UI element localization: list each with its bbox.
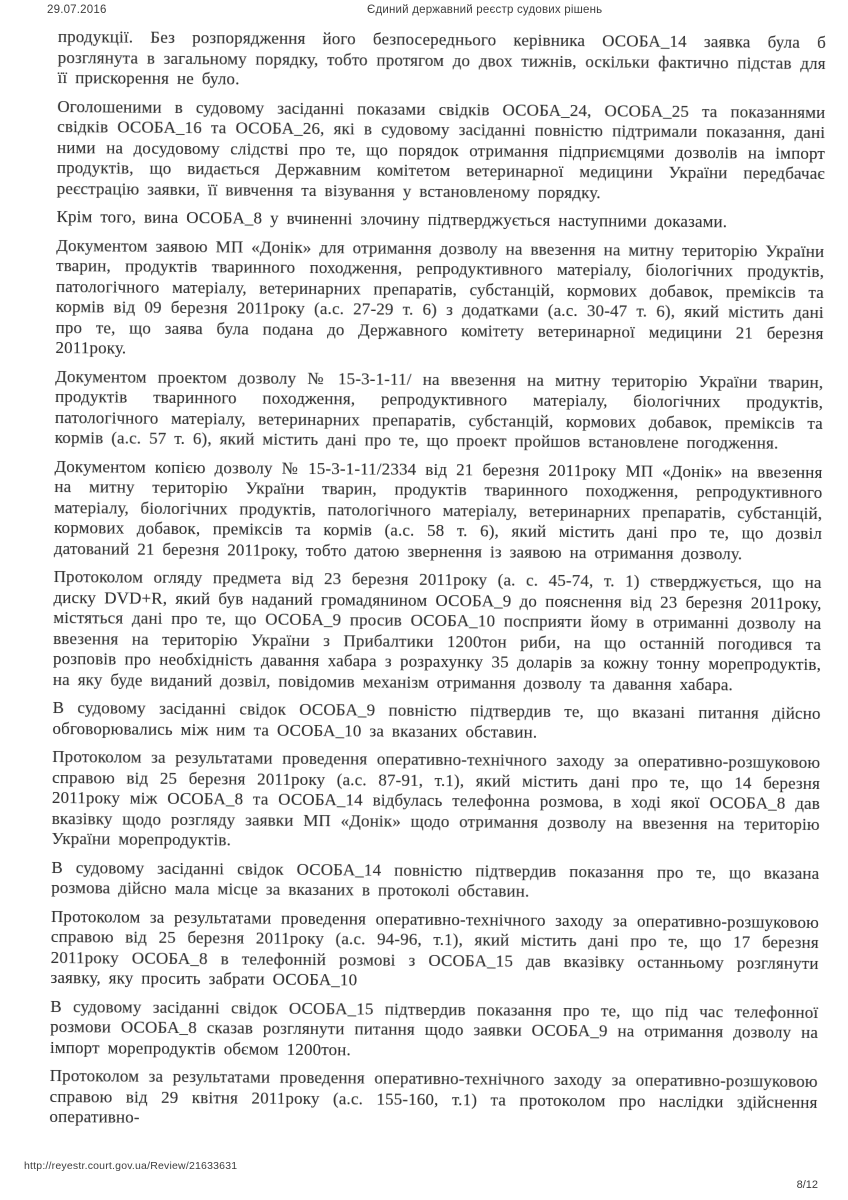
document-body — [49, 27, 826, 1133]
paragraph: В судовому засіданні свідок ОСОБА_14 повністю підтвердив показання про те, що вказана розмова дійсно мала місце за вказаних в протоколі обставин. — [51, 857, 820, 901]
print-header-title: Єдиний державний реєстр судових рішень — [367, 4, 603, 16]
paragraph: Документом копією дозволу № 15-3-1-11/2334 від 21 березня 2011року МП «Донік» на ввезення на митну територію України тварин, продуктів тваринного походження, репродуктивного матеріалу, біологічних продуктів, патологічного матеріалу, ветеринарних препаратів, субстанцій, кормових добавок, преміксів та кормів (а.с. 58 т. 6), який містить дані про те, що дозвіл датований 21 березня 2011року, тобто датою звернення із заявою на отримання дозволу. — [53, 456, 823, 563]
paragraph: Протоколом за результатами проведення оперативно-технічного заходу за оперативно-розшуковою справою від 25 березня 2011року (а.с. 87-91, т.1), який містить дані про те, що 14 березня 2011року між ОСОБА_8 та ОСОБА_14 відбулась телефонна розмова, в ході якої ОСОБА_8 дав вказівку щодо розгляду заявки МП «Донік» щодо отримання дозволу на ввезення на територію України морепродуктів. — [51, 746, 821, 850]
paragraph: Протоколом за результатами проведення оперативно-технічного заходу за оперативно-розшуковою справою від 29 квітня 2011року (а.с. 155-160, т.1) та протоколом про наслідки здійснення оперативно- — [49, 1065, 818, 1127]
paragraph: В судовому засіданні свідок ОСОБА_9 повністю підтвердив те, що вказані питання дійсно обговорювались між ним та ОСОБА_10 за вказаних обставин. — [52, 697, 821, 742]
paragraph: Документом заявою МП «Донік» для отримання дозволу на ввезення на митну територію України тварин, продуктів тваринного походження, репродуктивного матеріалу, біологічних продуктів, патологічного матеріалу, ветеринарних препаратів, субстанцій, кормових добавок, преміксів та кормів від 09 березня 2011року (а.с. 27-29 т. 6) з додатками (а.с. 30-47 т. 6), який містить дані про те, що заява була подана до Державного комітету ветеринарної медицини 21 березня 2011року. — [55, 235, 825, 358]
paragraph: Протоколом огляду предмета від 23 березня 2011року (а. с. 45-74, т. 1) стверджується, що на диску DVD+R, який був наданий громадянином ОСОБА_9 до пояснення від 23 березня 2011року, містяться дані про те, що ОСОБА_9 просив ОСОБА_10 посприяти йому в отриманні дозволу на ввезення на територію України з Прибалтики 1200тон риби, на що останній погодився та розповів про необхідність давання хабара з розрахунку 35 доларів за кожну тонну морепродуктів, на яку буде виданий дозвіл, повідомив механізм отримання дозволу та давання хабара. — [52, 566, 822, 694]
paragraph: В судовому засіданні свідок ОСОБА_15 підтвердив показання про те, що під час телефонної розмови ОСОБА_8 сказав розглянути питання щодо заявки ОСОБА_9 на отримання дозволу на імпорт морепродуктів обємом 1200тон. — [49, 996, 819, 1059]
paragraph: Протоколом за результатами проведення оперативно-технічного заходу за оперативно-розшуковою справою від 25 березня 2011року (а.с. 94-96, т.1), який містить дані про те, що 17 березня 2011року ОСОБА_8 в телефонній розмові з ОСОБА_15 дав вказівку останньому розглянути заявку, яку просить забрати ОСОБА_10 — [50, 906, 820, 990]
source-url: http://reyestr.court.gov.ua/Review/21633631 — [24, 1160, 238, 1172]
paragraph: Документом проектом дозволу № 15-3-1-11/ на ввезення на митну територію України тварин, продуктів тваринного походження, репродуктивного матеріалу, біологічних продуктів, патологічного матеріалу, ветеринарних препаратів, субстанцій, кормових добавок, преміксів та кормів (а.с. 57 т. 6), який містить дані про те, що проект пройшов встановлене погодження. — [54, 366, 824, 453]
paragraph: Оголошеними в судовому засіданні показами свідків ОСОБА_24, ОСОБА_25 та показаннями свідків ОСОБА_16 та ОСОБА_26, які в судовому засіданні повністю підтримали показання, дані ними на досудовому слідстві про те, що порядок отримання підприємцями дозволів на імпорт продуктів, що видається Державним комітетом ветеринарної медицини України передбачає реєстрацію заявки, її вивчення та візування у встановленому порядку. — [56, 96, 826, 202]
paragraph: продукції. Без розпорядження його безпосереднього керівника ОСОБА_14 заявка була б розглянута в загальному порядку, тобто протягом до двох тижнів, оскільки фактично підстав для її прискорення не було. — [57, 27, 826, 89]
print-header-date: 29.07.2016 — [47, 4, 107, 16]
paragraph: Крім того, вина ОСОБА_8 у вчиненні злочину підтверджується наступними доказами. — [56, 206, 728, 232]
scanned-document — [0, 27, 848, 1142]
page-number: 8/12 — [796, 1179, 818, 1191]
